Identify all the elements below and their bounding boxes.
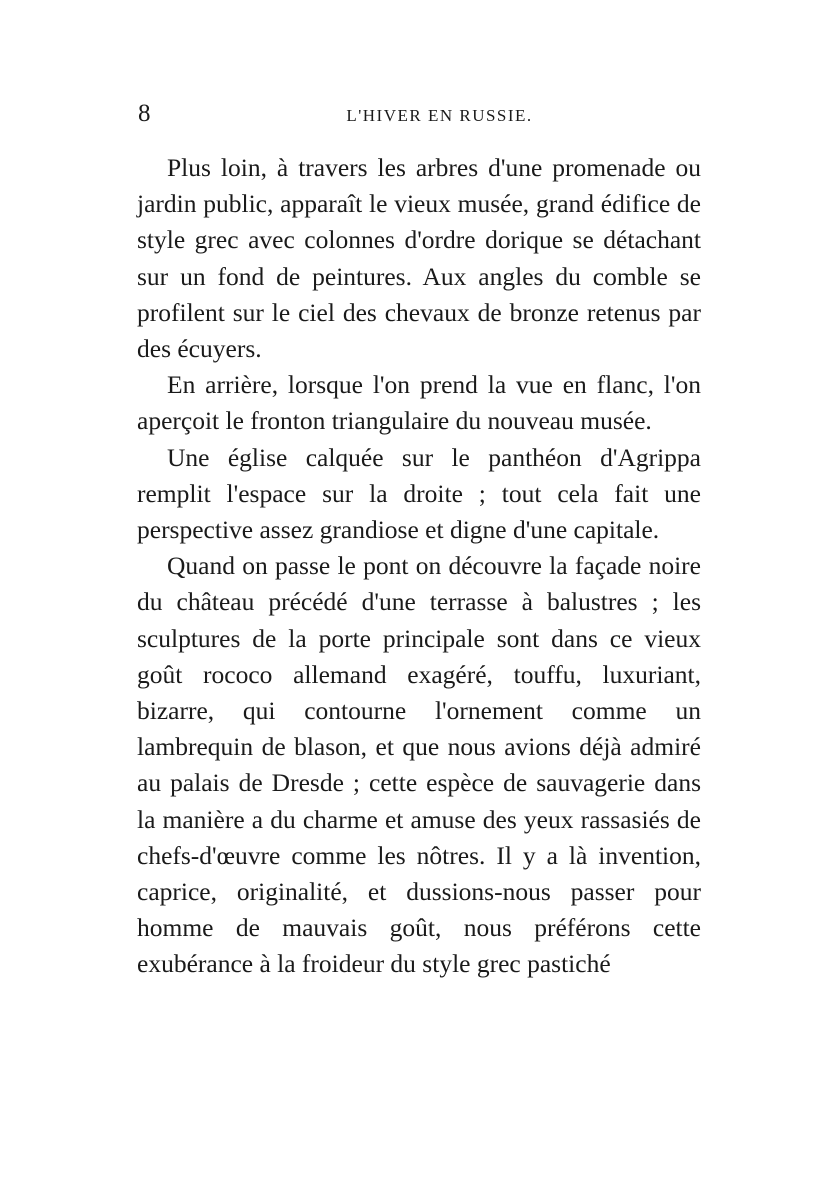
running-title: L'HIVER EN RUSSIE. — [346, 106, 533, 125]
page-header — [138, 100, 703, 130]
paragraph: Plus loin, à travers les arbres d'une promenade ou jardin public, apparaît le vieux musée, grand édifice de style grec avec colonnes d'ordre dorique se détachant sur un fond de peintures. Aux angles du comble se profilent sur le ciel des chevaux de bronze retenus par des écuyers. — [137, 153, 701, 364]
body-text — [137, 150, 701, 983]
paragraph: En arrière, lorsque l'on prend la vue en flanc, l'on aperçoit le fronton triangulaire du nouveau musée. — [137, 370, 701, 436]
paragraph: Une église calquée sur le panthéon d'Agrippa remplit l'espace sur la droite ; tout cela fait une perspective assez grandiose et digne d'une capitale. — [137, 442, 701, 545]
paragraph: Quand on passe le pont on découvre la façade noire du château précédé d'une terrasse à balustres ; les sculptures de la porte principale sont dans ce vieux goût rococo allemand exagéré, touffu, luxuriant, bizarre, qui contourne l'ornement comme un lambrequin de blason, et que nous avions déjà admiré au palais de Dresde ; cette espèce de sauvagerie dans la manière a du charme et amuse des yeux rassasiés de chefs-d'œuvre comme les nôtres. Il y a là invention, caprice, originalité, et dussions-nous passer pour homme de mauvais goût, nous préférons cette exubérance à la froideur du style grec pastiché — [137, 551, 701, 979]
page-number: 8 — [138, 100, 151, 127]
